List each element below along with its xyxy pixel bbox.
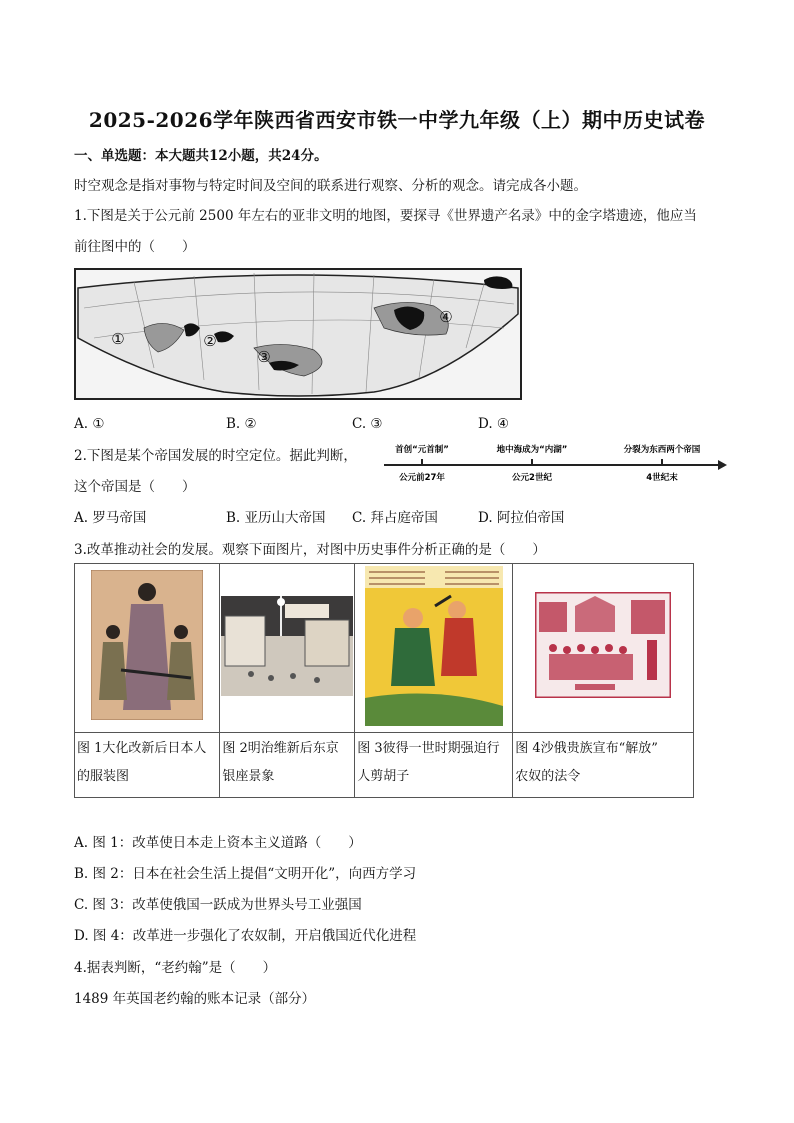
q2-option-d[interactable]: D. 阿拉伯帝国 [478,510,565,526]
caption-4-line1: 图 4沙俄贵族宣布“解放” [515,741,658,756]
q3-caption-3 [355,733,513,798]
q4-table-title: 1489 年英国老约翰的账本记录（部分） [74,991,316,1007]
q2-stem-line2: 这个帝国是（ ） [74,479,196,495]
timeline-event-3: 分裂为东西两个帝国 [623,445,701,455]
caption-1-line2: 的服装图 [77,769,130,784]
timeline-date-1: 公元前27年 [399,473,445,483]
q3-caption-4 [513,733,694,798]
q4-stem: 4.据表判断，“老约翰”是（ ） [74,960,277,976]
q1-option-d[interactable]: D. ④ [478,416,510,432]
timeline-date-2: 公元2世纪 [512,473,552,483]
q3-stem: 3.改革推动社会的发展。观察下面图片，对图中历史事件分析正确的是（ ） [74,542,546,558]
caption-1-line1: 图 1大化改新后日本人 [77,741,207,756]
figure-2-ginza-image [221,596,353,696]
figure-1-japanese-costume-image [91,570,203,720]
timeline-date-3: 4世纪末 [646,473,678,483]
q3-caption-1 [75,733,220,798]
section-heading: 一、单选题：本大题共12小题，共24分。 [74,148,328,164]
timeline-event-1: 首创“元首制” [395,445,449,455]
q3-caption-2 [220,733,355,798]
q2-option-b[interactable]: B. 亚历山大帝国 [226,510,326,526]
timeline-event-2: 地中海成为“内湖” [496,445,568,455]
q2-stem-line1: 2.下图是某个帝国发展的时空定位。据此判断， [74,448,357,464]
q2-option-a[interactable]: A. 罗马帝国 [74,510,147,526]
figure-4-serf-decree-image [535,592,671,698]
map-label-2: ② [203,332,217,350]
map-label-1: ① [111,330,125,348]
q1-stem-line1: 1.下图是关于公元前 2500 年左右的亚非文明的地图，要探寻《世界遗产名录》中的金字塔遗迹，他应当 [74,208,697,224]
map-label-3: ③ [257,348,271,366]
q3-option-b[interactable]: B. 图 2：日本在社会生活上提倡“文明开化”，向西方学习 [74,866,417,882]
q3-option-a[interactable]: A. 图 1：改革使日本走上资本主义道路（ ） [74,835,362,851]
caption-2-line1: 图 2明治维新后东京 [222,741,339,756]
intro-text: 时空观念是指对事物与特定时间及空间的联系进行观察、分析的观念。请完成各小题。 [74,178,587,194]
q1-option-b[interactable]: B. ② [226,416,257,432]
caption-3-line1: 图 3彼得一世时期强迫行 [357,741,500,756]
caption-3-line2: 人剪胡子 [357,769,410,784]
caption-4-line2: 农奴的法令 [515,769,581,784]
caption-2-line2: 银座景象 [222,769,275,784]
map-label-4: ④ [439,308,453,326]
q3-figure-4-cell [513,564,694,733]
q3-figure-3-cell [355,564,513,733]
q1-option-c[interactable]: C. ③ [352,416,383,432]
exam-title: 2025-2026学年陕西省西安市铁一中学九年级（上）期中历史试卷 [88,108,706,132]
q1-option-a[interactable]: A. ① [74,416,105,432]
q3-option-c[interactable]: C. 图 3：改革使俄国一跃成为世界头号工业强国 [74,897,362,913]
figure-3-beard-cutting-image [365,566,503,726]
q2-option-c[interactable]: C. 拜占庭帝国 [352,510,438,526]
q1-map-image [74,268,522,400]
q2-timeline [382,440,727,484]
q3-option-d[interactable]: D. 图 4：改革进一步强化了农奴制，开启俄国近代化进程 [74,928,417,944]
q3-figure-1-cell [75,564,220,733]
q1-stem-line2: 前往图中的（ ） [74,239,196,255]
q3-figure-2-cell [220,564,355,733]
q3-image-table [74,563,694,798]
